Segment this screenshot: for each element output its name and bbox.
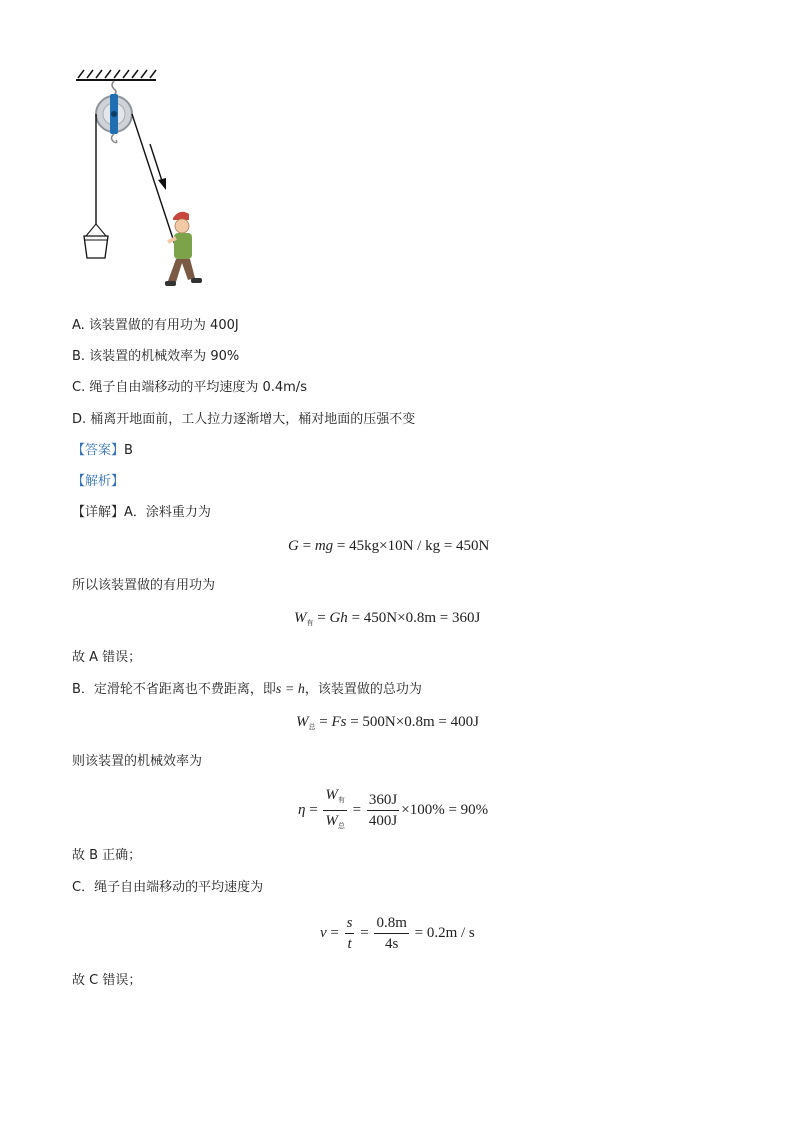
eq2-gh: Gh (329, 610, 348, 626)
worker-head (175, 219, 189, 233)
eq4-num2: 360J (367, 791, 399, 811)
pulley-axle (111, 111, 117, 117)
detail-a-intro: A．涂料重力为 (124, 505, 211, 520)
worker-shirt (174, 233, 192, 259)
useful-intro: 所以该装置做的有用功为 (72, 578, 216, 593)
eq5-frac-symbolic (345, 914, 355, 953)
eq5-frac-numeric (374, 914, 408, 953)
eq2-sub: 有 (306, 619, 314, 627)
eq4-eta: η (298, 801, 306, 818)
rope-right (132, 114, 178, 254)
eq4-frac-numeric (367, 791, 399, 830)
eq2-w: W (294, 610, 307, 626)
worker-shoe-right (191, 278, 202, 283)
analysis-tag-text: 【解析】 (72, 474, 125, 489)
eq5-den2: 4s (384, 936, 399, 952)
detail-line (72, 504, 211, 522)
eq4-tail: ×100% = 90% (401, 801, 489, 818)
top-hook (112, 81, 116, 95)
eq5-t: t (347, 936, 352, 952)
eq1-mg: mg (314, 538, 334, 554)
eq5-v: v (320, 924, 327, 941)
answer-tag: 【答案】 (72, 443, 125, 458)
eq4-den-sub: 总 (337, 822, 345, 830)
worker-shoe-left (165, 281, 176, 286)
equation-velocity: v = $\frac{s}{t}$ = $\frac{0.8m}{4s}$ = 0.2m / s (320, 915, 475, 952)
b-right: 故 B 正确； (72, 848, 142, 863)
c-wrong: 故 C 错误； (72, 973, 142, 988)
worker-trousers (168, 259, 195, 282)
b-intro-post: ，该装置做的总功为 (304, 682, 422, 697)
option-d: D. 桶离开地面前，工人拉力逐渐增大，桶对地面的压强不变 (72, 412, 416, 427)
eq2-expr: = 450N×0.8m = 360J (347, 610, 481, 626)
detail-tag: 【详解】 (72, 505, 125, 520)
a-wrong: 故 A 错误； (72, 650, 142, 665)
eq4-frac-symbolic (323, 786, 347, 835)
eq3-fs: Fs (331, 714, 347, 730)
b-intro-math: s = h (275, 682, 305, 697)
equation-total-work: $W_总 = Fs = 500N\times 0.8m = 400J$ (296, 714, 479, 731)
answer-value: B (124, 443, 133, 458)
pulley-worker-illustration (70, 66, 220, 306)
ceiling-hatch (78, 70, 156, 78)
bucket (84, 236, 108, 258)
eq4-den-w: W (325, 813, 338, 829)
eq1-lhs: G (288, 538, 299, 554)
eq4-num-w: W (325, 787, 338, 803)
equation-efficiency: η = $\frac{W_有}{W_总}$ = $\frac{360J}{400J}$ ×100% = 90% (298, 786, 488, 835)
eq1-expr: = 45kg×10N / kg = 450N (333, 538, 490, 554)
eq3-sub: 总 (308, 723, 316, 731)
eq4-den2: 400J (368, 813, 398, 829)
worker (165, 212, 202, 286)
bottom-hook (112, 134, 117, 143)
bucket-handle-left (86, 224, 96, 236)
eq4-num-sub: 有 (337, 796, 345, 804)
option-b: B. 该装置的机械效率为 90% (72, 349, 240, 364)
eq5-tail: = 0.2m / s (410, 924, 475, 941)
eq3-expr: = 500N×0.8m = 400J (346, 714, 479, 730)
eq5-num2: 0.8m (374, 914, 408, 934)
option-c: C. 绳子自由端移动的平均速度为 0.4m/s (72, 380, 307, 395)
eq3-w: W (296, 714, 309, 730)
answer-line (72, 442, 133, 460)
bucket-handle-right (96, 224, 106, 236)
equation-weight: G = mg = 45kg×10N / kg = 450N (288, 538, 490, 554)
force-arrow-head (158, 178, 166, 190)
c-intro: C．绳子自由端移动的平均速度为 (72, 880, 264, 895)
analysis-tag (72, 473, 124, 491)
b-intro (72, 681, 422, 699)
eq5-s: s (345, 914, 355, 934)
b-intro-pre: B．定滑轮不省距离也不费距离，即 (72, 682, 276, 697)
equation-useful-work: $W_有 = Gh = 450N\times 0.8m = 360J$ (294, 610, 481, 627)
pulley-figure (70, 66, 220, 306)
option-a: A. 该装置做的有用功为 400J (72, 318, 239, 333)
eff-intro: 则该装置的机械效率为 (72, 754, 203, 769)
force-arrow-line (150, 144, 163, 184)
